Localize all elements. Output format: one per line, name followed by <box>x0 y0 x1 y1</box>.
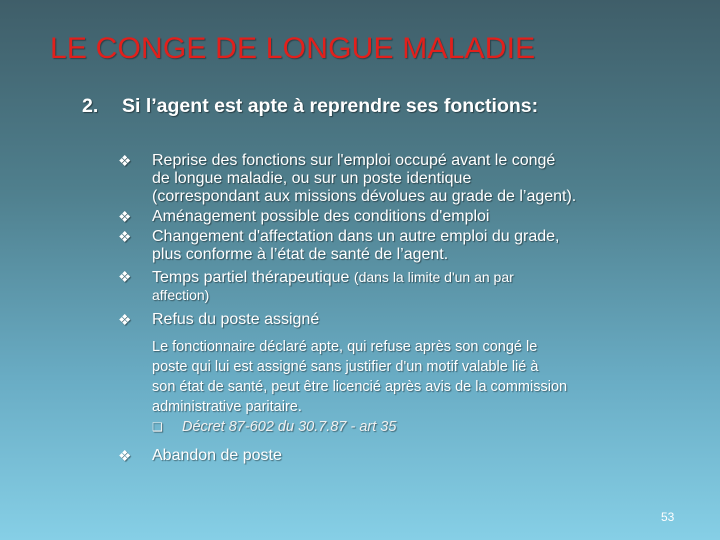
bullet-item <box>118 311 698 435</box>
diamond-cross-icon: ❖ <box>118 448 132 465</box>
paragraph-line: son état de santé, peut être licencié après avis de la commission <box>152 379 568 395</box>
bullet-line: de longue maladie, ou sur un poste identique <box>152 170 472 187</box>
diamond-cross-icon: ❖ <box>118 209 132 226</box>
slide-title: LE CONGE DE LONGUE MALADIE <box>50 32 536 65</box>
bullet-item <box>118 208 698 226</box>
bullet-line: plus conforme à l’état de santé de l’agent. <box>152 246 449 263</box>
bullet-line: Abandon de poste <box>152 447 282 464</box>
diamond-cross-icon: ❖ <box>118 229 132 246</box>
bullet-list <box>118 152 698 465</box>
bullet-line: (correspondant aux missions dévolues au grade de l’agent). <box>152 188 577 205</box>
diamond-cross-icon: ❖ <box>118 269 132 286</box>
page-number: 53 <box>661 510 675 524</box>
bullet-line: Changement d'affectation dans un autre emploi du grade, <box>152 228 560 245</box>
bullet-item <box>118 268 698 303</box>
bullet-note: (dans la limite d'un an par <box>353 269 514 285</box>
bullet-paragraph <box>152 337 698 417</box>
section-number: 2. <box>82 95 99 117</box>
bullet-line <box>152 268 698 287</box>
bullet-text: Temps partiel thérapeutique <box>152 269 350 286</box>
sub-bullet <box>152 419 698 435</box>
paragraph-line: administrative paritaire. <box>152 399 302 415</box>
diamond-cross-icon: ❖ <box>118 312 132 329</box>
bullet-line: Refus du poste assigné <box>152 311 320 328</box>
bullet-item <box>118 152 698 206</box>
paragraph-line: poste qui lui est assigné sans justifier d'un motif valable lié à <box>152 359 539 375</box>
section-heading <box>82 95 538 118</box>
bullet-line: Reprise des fonctions sur l'emploi occupé avant le congé <box>152 152 556 169</box>
bullet-item <box>118 447 698 465</box>
square-bullet-icon: ❑ <box>152 420 163 434</box>
sub-bullet-text: Décret 87-602 du 30.7.87 - art 35 <box>182 419 397 435</box>
bullet-note: affection) <box>152 287 210 303</box>
paragraph-line: Le fonctionnaire déclaré apte, qui refuse après son congé le <box>152 339 538 355</box>
diamond-cross-icon: ❖ <box>118 153 132 170</box>
section-heading-text: Si l’agent est apte à reprendre ses fonctions: <box>122 95 539 117</box>
bullet-item <box>118 228 698 264</box>
bullet-line: Aménagement possible des conditions d'emploi <box>152 208 490 225</box>
